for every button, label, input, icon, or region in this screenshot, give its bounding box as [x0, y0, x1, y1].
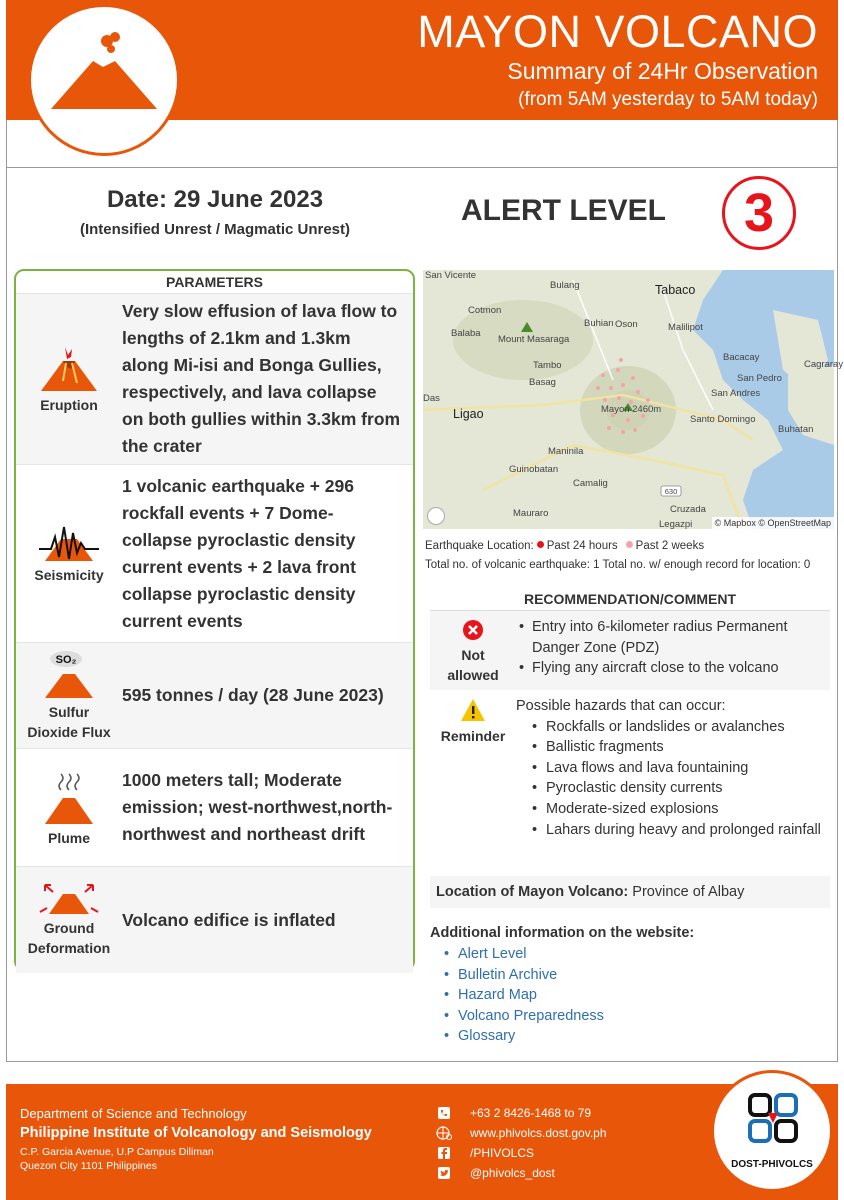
- link-alert-level[interactable]: • Alert Level: [444, 944, 604, 965]
- link-bulletin-archive[interactable]: • Bulletin Archive: [444, 965, 604, 986]
- not-allowed-line2: allowed: [447, 667, 499, 683]
- dost-phivolcs-emblem-icon: [748, 1093, 798, 1143]
- deformation-value: Volcano edifice is inflated: [122, 909, 336, 930]
- footer-phone: [436, 1106, 591, 1120]
- parameter-row-plume: [16, 748, 413, 866]
- map-label-oson: Oson: [615, 319, 638, 330]
- road-630-label: 630: [664, 487, 678, 496]
- so2-value: 595 tonnes / day (28 June 2023): [122, 685, 384, 705]
- so2-volcano-icon: [39, 650, 99, 700]
- not-allowed-label-cell: [430, 611, 516, 690]
- map-label-bacacay: Bacacay: [723, 352, 760, 363]
- map-label-san-andres: San Andres: [711, 388, 761, 399]
- eruption-label-cell: [16, 343, 122, 415]
- earthquake-map[interactable]: [423, 270, 844, 530]
- map-label-tambo: Tambo: [533, 360, 562, 371]
- past-2w-dot-icon: [626, 541, 633, 548]
- map-label-san-vicente: San Vicente: [425, 270, 477, 281]
- map-label-cagraray: Cagraray: [804, 359, 844, 370]
- map-label-cotmon: Cotmon: [468, 305, 502, 316]
- footer-address-line2: Quezon City 1101 Philippines: [20, 1160, 157, 1172]
- phone-number: +63 2 8426-1468 to 79: [470, 1106, 592, 1120]
- footer-facebook: [436, 1146, 534, 1160]
- mapbox-logo-icon[interactable]: [427, 507, 445, 525]
- map-label-mount-masaraga: Mount Masaraga: [498, 334, 570, 345]
- footer: [6, 1084, 838, 1200]
- hazard-item: • Rockfalls or landslides or avalanches: [516, 717, 830, 738]
- link-volcano-preparedness[interactable]: • Volcano Preparedness: [444, 1006, 604, 1027]
- map-label-mayon: Mayon 2460m: [601, 404, 662, 415]
- past-24h-dot-icon: [537, 541, 544, 548]
- page-title: MAYON VOLCANO: [417, 6, 818, 57]
- unrest-status: (Intensified Unrest / Magmatic Unrest): [79, 221, 351, 238]
- warning-icon: [460, 698, 486, 722]
- hazard-item: • Lava flows and lava fountaining: [516, 758, 830, 779]
- legend-24h: Past 24 hours: [546, 540, 618, 552]
- map-label-san-pedro: San Pedro: [737, 373, 782, 384]
- facebook-handle[interactable]: /PHIVOLCS: [470, 1146, 535, 1160]
- globe-icon: [436, 1126, 452, 1140]
- map-label-cruzada: Cruzada: [670, 504, 706, 515]
- map-label-tabaco: Tabaco: [655, 283, 696, 297]
- map-label-bulang: Bulang: [550, 280, 580, 291]
- reminder-label: Reminder: [440, 728, 506, 744]
- twitter-icon: [436, 1166, 452, 1180]
- alert-level-badge: 3: [722, 176, 796, 250]
- not-allowed-item: • Entry into 6-kilometer radius Permanent Danger Zone (PDZ): [516, 617, 830, 658]
- plume-value: 1000 meters tall; Moderate emission; west-northwest,north-northwest and northeast drift: [122, 770, 393, 844]
- parameter-row-ground-deformation: [16, 866, 413, 973]
- plume-label-cell: [16, 768, 122, 848]
- deformation-label-line2: Deformation: [27, 940, 111, 956]
- reminder-body: [516, 690, 830, 866]
- volcano-location: [430, 876, 830, 908]
- not-allowed-body: [516, 611, 830, 690]
- plume-volcano-icon: [39, 768, 99, 826]
- seismicity-value: 1 volcanic earthquake + 296 rockfall events + 7 Dome-collapse pyroclastic density current events + 2 lava front collapse pyroclastic density current events: [122, 475, 356, 631]
- parameter-row-seismicity: [16, 464, 413, 642]
- logo-caption: DOST-PHIVOLCS: [731, 1159, 813, 1170]
- legend-label: Earthquake Location:: [425, 540, 534, 552]
- map-label-basag: Basag: [529, 377, 556, 388]
- map-label-buhatan: Buhatan: [778, 424, 814, 435]
- additional-info-title: Additional information on the website:: [430, 925, 695, 941]
- map-legend: [425, 540, 704, 552]
- parameters-panel: [14, 269, 415, 971]
- legend-2w: Past 2 weeks: [635, 540, 705, 552]
- not-allowed-row: [430, 611, 830, 690]
- seismicity-label: Seismicity: [34, 566, 104, 583]
- seismograph-volcano-icon: [39, 523, 99, 563]
- footer-twitter: [436, 1166, 555, 1180]
- deformation-volcano-icon: [39, 882, 99, 916]
- prohibited-icon: [462, 619, 484, 641]
- map-label-santo-domingo: Santo Domingo: [690, 414, 756, 425]
- parameter-row-eruption: [16, 293, 413, 464]
- earthquake-totals: Total no. of volcanic earthquake: 1 Total no. w/ enough record for location: 0: [425, 559, 811, 571]
- map-label-buhian: Buhian: [584, 318, 614, 329]
- link-glossary[interactable]: • Glossary: [444, 1026, 604, 1047]
- alert-level-label: ALERT LEVEL: [461, 194, 667, 227]
- recommendation-title: RECOMMENDATION/COMMENT: [523, 591, 737, 607]
- eruption-label: Eruption: [40, 397, 98, 413]
- map-label-malilipot: Malilipot: [668, 322, 703, 333]
- seismicity-label-cell: [16, 523, 122, 585]
- footer-department: Department of Science and Technology: [20, 1106, 247, 1121]
- facebook-icon: [436, 1146, 452, 1160]
- so2-icon-text: SO₂: [55, 653, 77, 666]
- eruption-value: Very slow effusion of lava flow to lengths of 2.1km and 1.3km along Mi-isi and Bonga Gullies, respectively, and lava collapse on both gullies within 3.3km from the crater: [122, 301, 401, 456]
- hazard-item: • Ballistic fragments: [516, 737, 830, 758]
- phone-icon: [436, 1106, 452, 1120]
- bulletin-date: Date: 29 June 2023: [106, 186, 324, 213]
- hazard-item: • Moderate-sized explosions: [516, 799, 830, 820]
- deformation-label-cell: [16, 882, 122, 958]
- erupting-volcano-icon: [39, 343, 99, 393]
- website-url[interactable]: www.phivolcs.dost.gov.ph: [470, 1126, 607, 1140]
- website-links: [444, 944, 604, 1047]
- map-label-guinobatan: Guinobatan: [509, 464, 559, 475]
- dost-phivolcs-logo: [711, 1070, 833, 1192]
- so2-label-line1: Sulfur: [48, 703, 90, 720]
- map-attribution[interactable]: © Mapbox © OpenStreetMap: [712, 517, 834, 529]
- parameter-row-sulfur-dioxide: [16, 642, 413, 748]
- reminder-label-cell: [430, 690, 516, 866]
- volcano-logo-icon: [49, 29, 159, 119]
- plume-label: Plume: [47, 829, 90, 846]
- footer-website: [436, 1126, 607, 1140]
- map-label-das: Das: [423, 393, 440, 404]
- parameters-title: PARAMETERS: [166, 274, 263, 290]
- map-label-balaba: Balaba: [451, 328, 481, 339]
- so2-label-cell: [16, 650, 122, 742]
- map-label-camalig: Camalig: [573, 478, 608, 489]
- link-hazard-map[interactable]: • Hazard Map: [444, 985, 604, 1006]
- reminder-row: [430, 690, 830, 866]
- hazard-item: • Lahars during heavy and prolonged rainfall: [516, 820, 830, 841]
- hazard-item: • Pyroclastic density currents: [516, 778, 830, 799]
- map-label-ligao: Ligao: [453, 407, 484, 421]
- map-label-legazpi: Legazpi: [659, 519, 693, 530]
- footer-address-line1: C.P. Garcia Avenue, U.P Campus Diliman: [20, 1146, 214, 1158]
- so2-label-line2: Dioxide Flux: [27, 723, 111, 740]
- page-subtitle: Summary of 24Hr Observation: [507, 58, 818, 84]
- location-label: Location of Mayon Volcano:: [436, 884, 629, 900]
- twitter-handle[interactable]: @phivolcs_dost: [470, 1166, 555, 1180]
- footer-institute: Philippine Institute of Volcanology and Seismology: [20, 1125, 372, 1141]
- reminder-intro: Possible hazards that can occur:: [516, 698, 726, 714]
- not-allowed-item: • Flying any aircraft close to the volcano: [516, 658, 830, 679]
- location-value: Province of Albay: [632, 884, 745, 900]
- not-allowed-line1: Not: [461, 647, 485, 663]
- observation-period: (from 5AM yesterday to 5AM today): [518, 89, 818, 110]
- map-label-mauraro: Mauraro: [513, 508, 549, 519]
- header-divider: [6, 167, 838, 168]
- map-label-maninila: Maninila: [548, 446, 584, 457]
- deformation-label-line1: Ground: [43, 920, 95, 936]
